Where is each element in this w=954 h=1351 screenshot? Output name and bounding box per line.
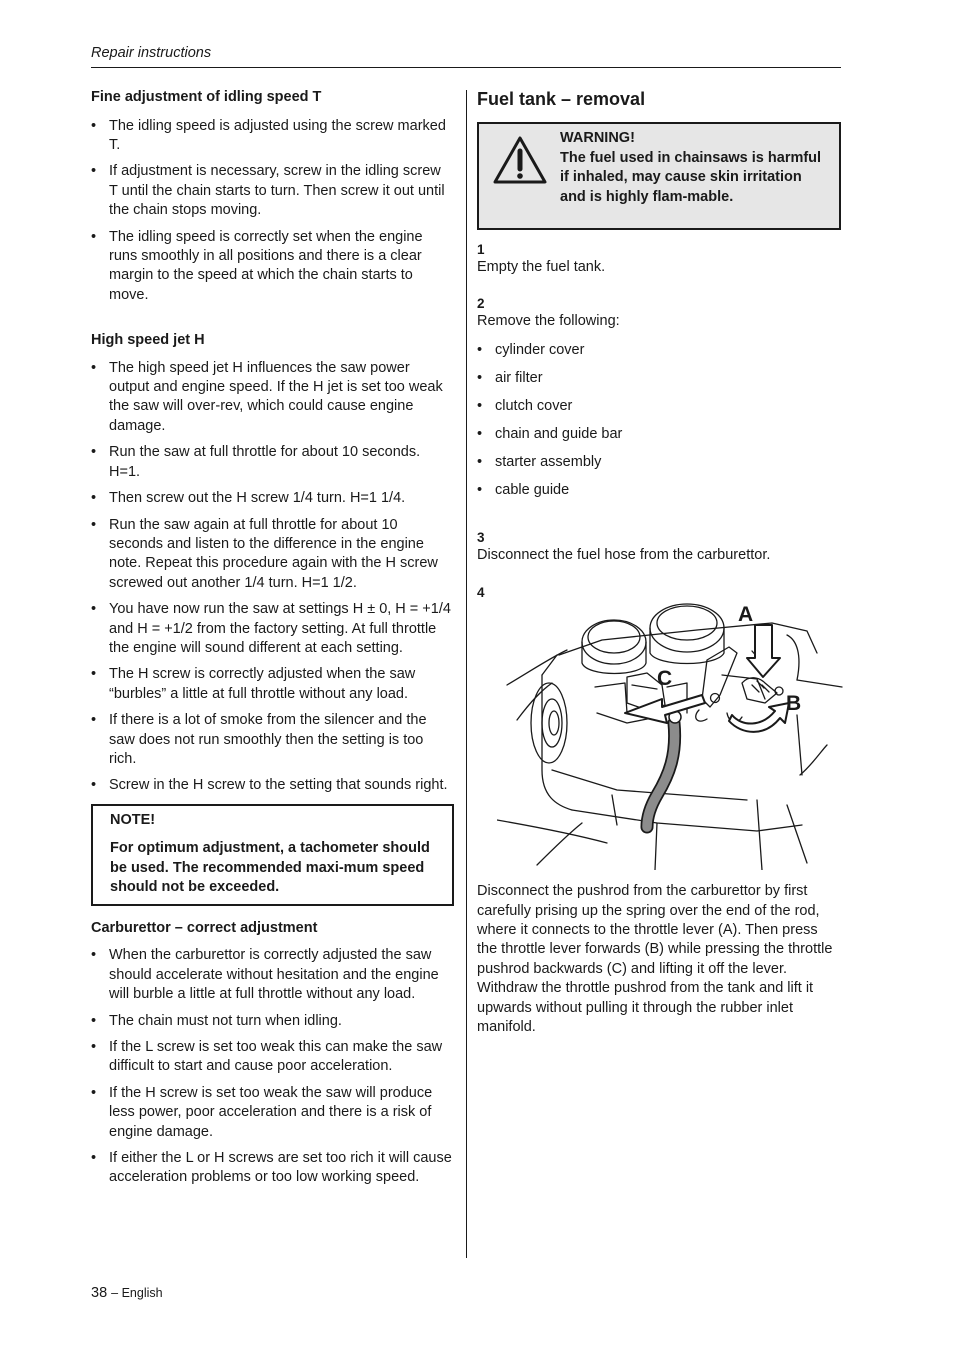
step-number: 3 — [477, 529, 485, 545]
list-item: • If the L screw is set too weak this can make the saw difficult to start and cause poor acceleration. — [91, 1038, 453, 1077]
list-item: • The chain must not turn when idling. — [91, 1012, 453, 1031]
list-item: • Screw in the H screw to the setting that sounds right. — [91, 776, 453, 795]
warning-body: The fuel used in chainsaws is harmful if inhaled, may cause skin irritation and is highly flam-mable. — [560, 149, 822, 205]
page-footer — [91, 1285, 163, 1301]
right-column — [477, 88, 841, 1037]
list-item: • If adjustment is necessary, screw in the idling screw T until the chain starts to turn. Then screw it out until the chain stops moving. — [91, 162, 453, 220]
list-item: • The idling speed is adjusted using the screw marked T. — [91, 117, 453, 156]
pushrod-paragraph: Disconnect the pushrod from the carburettor by first carefully prising up the spring over the end of the rod, where it connects to the throttle lever (A). Then press the throttle lever forwards (B) while pressing the throttle pushrod backwards (C) and lifting it off the lever. Withdraw the throttle pushrod from the tank and lift it upwards without pulling it through the rubber inlet manifold. — [477, 883, 833, 1035]
list-item: • The idling speed is correctly set when the engine runs smoothly in all positions and there is a clear margin to the speed at which the chain starts to move. — [91, 228, 453, 306]
note-box — [91, 804, 454, 906]
list-item: • You have now run the saw at settings H ± 0, H = +1/4 and H = +1/2 from the factory setting. At full throttle the engine will sound different at each setting. — [91, 600, 453, 658]
idle-heading: Fine adjustment of idling speed T — [91, 89, 322, 105]
highspeed-list — [91, 359, 453, 796]
step-text: Disconnect the fuel hose from the carburettor. — [477, 546, 771, 563]
highspeed-heading: High speed jet H — [91, 332, 205, 349]
note-title: NOTE! — [110, 811, 156, 828]
list-item: • cylinder cover — [477, 341, 841, 360]
column-divider — [466, 90, 467, 1258]
list-item: • Run the saw at full throttle for about 10 seconds. H=1. — [91, 443, 453, 482]
list-item: • The H screw is correctly adjusted when the saw “burbles” a little at full throttle without any load. — [91, 665, 453, 704]
remove-list — [477, 341, 841, 501]
warning-box — [477, 122, 841, 230]
carburettor-figure — [497, 595, 847, 870]
list-item: • chain and guide bar — [477, 425, 841, 444]
list-item: • air filter — [477, 369, 841, 388]
running-head: Repair instructions — [91, 45, 212, 61]
warning-triangle-icon — [492, 135, 548, 185]
step-number: 1 — [477, 242, 485, 257]
warning-title: WARNING! — [560, 130, 635, 146]
warning-text — [560, 129, 830, 207]
note-body: For optimum adjustment, a tachometer should be used. The recommended maxi-mum speed should not be exceeded. — [110, 840, 430, 896]
idle-list — [91, 117, 453, 306]
figure-label-a: A — [738, 603, 754, 627]
list-item: • clutch cover — [477, 397, 841, 416]
footer-language: – English — [111, 1286, 163, 1300]
list-item: • starter assembly — [477, 453, 841, 472]
header-rule — [91, 67, 841, 68]
list-item: • When the carburettor is correctly adjusted the saw should accelerate without hesitation and the engine will burble a little at full throttle without any load. — [91, 946, 453, 1004]
step-number: 2 — [477, 296, 485, 312]
carb-list — [91, 946, 453, 1187]
left-column — [91, 88, 453, 1188]
figure-label-c: C — [657, 667, 673, 691]
figure-label-b: B — [786, 692, 802, 716]
page-number: 38 — [91, 1285, 108, 1301]
list-item: • If the H screw is set too weak the saw will produce less power, poor acceleration and there is a risk of engine damage. — [91, 1084, 453, 1142]
list-item: • Run the saw again at full throttle for about 10 seconds and listen to the difference in the engine note. Repeat this procedure again with the H screw screwed out another 1/4 turn. H=1 1/2. — [91, 516, 453, 594]
carb-heading: Carburettor – correct adjustment — [91, 919, 318, 936]
list-item: • If there is a lot of smoke from the silencer and the saw does not run smoothly then the setting is too rich. — [91, 711, 453, 769]
carburettor-illustration — [497, 595, 847, 870]
step-text: Empty the fuel tank. — [477, 259, 606, 275]
list-item: • If either the L or H screws are set too rich it will cause acceleration problems or too low working speed. — [91, 1149, 453, 1188]
list-item: • The high speed jet H influences the saw power output and engine speed. If the H jet is set too weak the saw will over-rev, which could cause engine damage. — [91, 359, 453, 437]
list-item: • cable guide — [477, 481, 841, 500]
step-number: 4 — [477, 585, 485, 601]
step-text: Remove the following: — [477, 313, 620, 330]
list-item: • Then screw out the H screw 1/4 turn. H=1 1/4. — [91, 489, 453, 508]
section-title: Fuel tank – removal — [477, 89, 646, 109]
